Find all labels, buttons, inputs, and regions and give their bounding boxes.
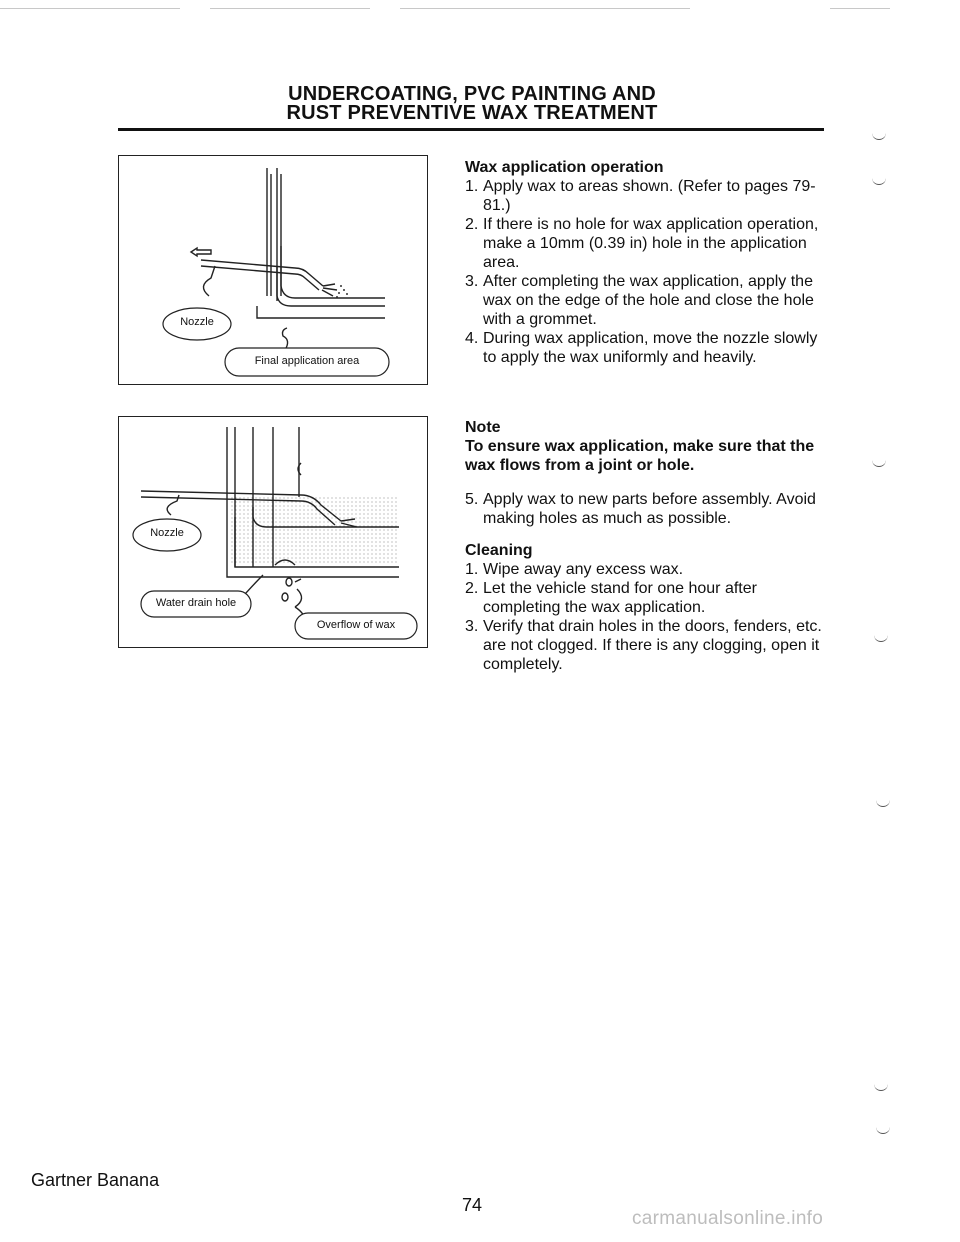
watermark: carmanualsonline.info: [632, 1208, 824, 1229]
wax-application-steps: [465, 177, 830, 367]
cleaning-steps: [465, 560, 830, 674]
step-text: Apply wax to new parts before assembly. Avoid making holes as much as possible.: [483, 491, 816, 527]
step-text: Verify that drain holes in the doors, fenders, etc. are not clogged. If there is any clogging, open it completely.: [483, 618, 822, 673]
cleaning-section: [465, 541, 830, 674]
scan-artifact: [400, 8, 690, 9]
step-number: 1.: [465, 561, 479, 578]
step-number: 2.: [465, 216, 479, 233]
step-text: Wipe away any excess wax.: [483, 561, 684, 578]
list-item: [465, 490, 830, 528]
figure-water-drain-overflow: [118, 416, 428, 648]
margin-mark: [876, 800, 890, 807]
publisher-footer: Gartner Banana: [31, 1170, 160, 1190]
title-underline: [118, 128, 824, 131]
step-number: 1.: [465, 178, 479, 195]
cleaning-heading: Cleaning: [465, 542, 533, 559]
figure-1-drawing: [119, 156, 429, 386]
step-number: 3.: [465, 618, 479, 635]
step-text: During wax application, move the nozzle slowly to apply the wax uniformly and heavily.: [483, 330, 818, 366]
step-5-section: [465, 490, 830, 528]
step-number: 5.: [465, 491, 479, 508]
step-text: After completing the wax application, apply the wax on the edge of the hole and close the hole with a grommet.: [483, 273, 814, 328]
note-text: To ensure wax application, make sure that the wax flows from a joint or hole.: [465, 438, 815, 474]
nozzle-label: Nozzle: [180, 316, 214, 328]
list-item: [465, 617, 830, 674]
step-text: Apply wax to areas shown. (Refer to pages 79-81.): [483, 178, 816, 214]
step-number: 2.: [465, 580, 479, 597]
note-label: Note: [465, 419, 501, 436]
water-drain-hole-label: Water drain hole: [155, 597, 237, 609]
step-number: 3.: [465, 273, 479, 290]
wax-application-heading: Wax application operation: [465, 159, 664, 176]
page-title: [120, 85, 824, 123]
list-item: [465, 329, 830, 367]
page-number: 74: [462, 1195, 483, 1215]
overflow-of-wax-label: Overflow of wax: [316, 619, 396, 631]
figure-final-application-area: [118, 155, 428, 385]
margin-mark: [874, 635, 888, 642]
margin-mark: [872, 178, 886, 185]
scan-artifact: [830, 8, 890, 9]
step-text: Let the vehicle stand for one hour after completing the wax application.: [483, 580, 757, 616]
margin-mark: [876, 1127, 890, 1134]
list-item: [465, 579, 830, 617]
margin-mark: [872, 133, 886, 140]
final-application-area-label: Final application area: [254, 355, 360, 367]
margin-mark: [872, 460, 886, 467]
page-title-line-1: UNDERCOATING, PVC PAINTING AND: [288, 83, 656, 105]
wax-application-section: [465, 158, 830, 367]
list-item: [465, 177, 830, 215]
note-section: [465, 418, 830, 475]
scan-artifact: [0, 8, 180, 9]
nozzle-label: Nozzle: [150, 527, 184, 539]
scan-artifact: [210, 8, 370, 9]
page-title-line-2: RUST PREVENTIVE WAX TREATMENT: [286, 102, 658, 124]
step-text: If there is no hole for wax application operation, make a 10mm (0.39 in) hole in the application area.: [483, 216, 819, 271]
list-item: [465, 560, 830, 579]
margin-mark: [874, 1084, 888, 1091]
list-item: [465, 215, 830, 272]
list-item: [465, 272, 830, 329]
step-number: 4.: [465, 330, 479, 347]
